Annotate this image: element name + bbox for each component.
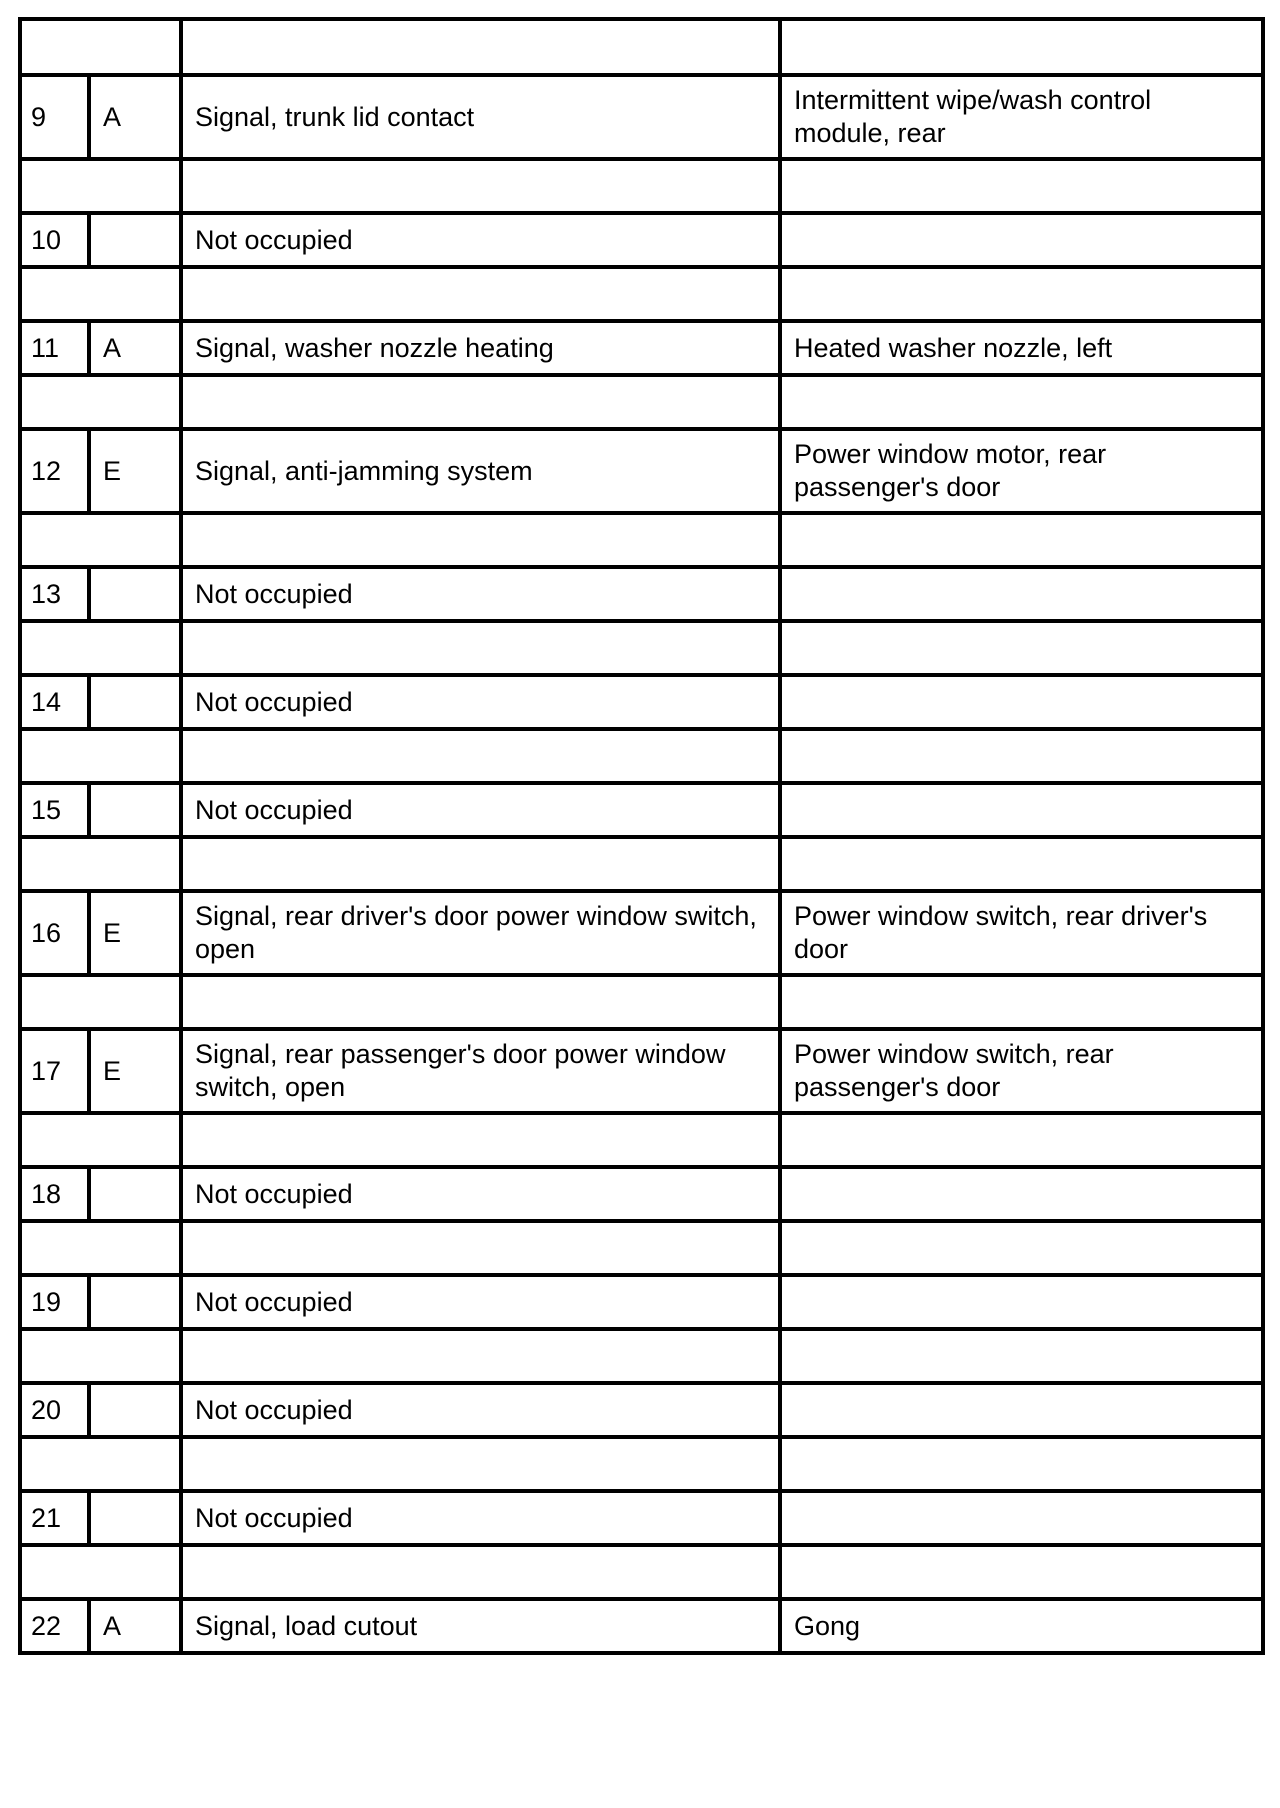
pin-number: 14 bbox=[20, 675, 89, 729]
signal-type-code bbox=[89, 567, 181, 621]
pin-number: 11 bbox=[20, 321, 89, 375]
signal-type-code: A bbox=[89, 75, 181, 159]
spacer-cell bbox=[780, 1437, 1263, 1491]
spacer-cell bbox=[780, 19, 1263, 75]
spacer-cell bbox=[20, 267, 181, 321]
signal-type-code: E bbox=[89, 891, 181, 975]
connected-component bbox=[780, 1275, 1263, 1329]
connected-component bbox=[780, 675, 1263, 729]
table-row bbox=[20, 429, 1263, 513]
pin-number: 21 bbox=[20, 1491, 89, 1545]
connected-component bbox=[780, 783, 1263, 837]
signal-description: Not occupied bbox=[181, 675, 780, 729]
signal-description: Not occupied bbox=[181, 1491, 780, 1545]
spacer-cell bbox=[20, 621, 181, 675]
pin-number: 15 bbox=[20, 783, 89, 837]
spacer-cell bbox=[181, 1113, 780, 1167]
signal-type-code: A bbox=[89, 1599, 181, 1653]
table-row bbox=[20, 1491, 1263, 1545]
spacer-cell bbox=[181, 1437, 780, 1491]
spacer-cell bbox=[780, 1113, 1263, 1167]
spacer-cell bbox=[181, 1221, 780, 1275]
signal-type-code bbox=[89, 1275, 181, 1329]
spacer-cell bbox=[20, 1437, 181, 1491]
spacer-cell bbox=[181, 375, 780, 429]
signal-description: Signal, rear passenger's door power window switch, open bbox=[181, 1029, 780, 1113]
signal-description: Not occupied bbox=[181, 567, 780, 621]
connected-component bbox=[780, 567, 1263, 621]
connected-component bbox=[780, 1491, 1263, 1545]
spacer-row bbox=[20, 975, 1263, 1029]
signal-description: Not occupied bbox=[181, 1383, 780, 1437]
pin-number: 12 bbox=[20, 429, 89, 513]
spacer-cell bbox=[780, 621, 1263, 675]
spacer-cell bbox=[20, 1221, 181, 1275]
spacer-row bbox=[20, 1329, 1263, 1383]
pin-number: 18 bbox=[20, 1167, 89, 1221]
spacer-cell bbox=[780, 1221, 1263, 1275]
spacer-cell bbox=[181, 729, 780, 783]
signal-type-code: A bbox=[89, 321, 181, 375]
connected-component: Intermittent wipe/wash control module, rear bbox=[780, 75, 1263, 159]
signal-description: Not occupied bbox=[181, 1167, 780, 1221]
spacer-cell bbox=[20, 159, 181, 213]
table-row bbox=[20, 213, 1263, 267]
spacer-cell bbox=[181, 621, 780, 675]
pin-number: 10 bbox=[20, 213, 89, 267]
spacer-cell bbox=[181, 975, 780, 1029]
spacer-cell bbox=[780, 1329, 1263, 1383]
spacer-cell bbox=[181, 837, 780, 891]
table-row bbox=[20, 1383, 1263, 1437]
table-row bbox=[20, 1275, 1263, 1329]
table-row bbox=[20, 675, 1263, 729]
spacer-cell bbox=[181, 159, 780, 213]
signal-description: Not occupied bbox=[181, 213, 780, 267]
spacer-cell bbox=[780, 375, 1263, 429]
spacer-cell bbox=[20, 1329, 181, 1383]
table-row bbox=[20, 567, 1263, 621]
spacer-cell bbox=[20, 729, 181, 783]
signal-description: Signal, trunk lid contact bbox=[181, 75, 780, 159]
connected-component: Power window switch, rear driver's door bbox=[780, 891, 1263, 975]
table-row bbox=[20, 891, 1263, 975]
table-row bbox=[20, 783, 1263, 837]
spacer-row bbox=[20, 837, 1263, 891]
table-row bbox=[20, 1029, 1263, 1113]
pin-number: 9 bbox=[20, 75, 89, 159]
signal-description: Not occupied bbox=[181, 783, 780, 837]
spacer-cell bbox=[20, 837, 181, 891]
spacer-cell bbox=[780, 267, 1263, 321]
connected-component: Power window motor, rear passenger's door bbox=[780, 429, 1263, 513]
spacer-cell bbox=[780, 1545, 1263, 1599]
connected-component bbox=[780, 1383, 1263, 1437]
pin-number: 16 bbox=[20, 891, 89, 975]
spacer-row bbox=[20, 729, 1263, 783]
signal-type-code: E bbox=[89, 1029, 181, 1113]
connected-component bbox=[780, 213, 1263, 267]
signal-type-code bbox=[89, 783, 181, 837]
spacer-cell bbox=[780, 975, 1263, 1029]
spacer-cell bbox=[181, 1545, 780, 1599]
spacer-row bbox=[20, 19, 1263, 75]
pin-number: 22 bbox=[20, 1599, 89, 1653]
signal-description: Signal, rear driver's door power window switch, open bbox=[181, 891, 780, 975]
spacer-cell bbox=[181, 513, 780, 567]
table-row bbox=[20, 1167, 1263, 1221]
pin-number: 19 bbox=[20, 1275, 89, 1329]
spacer-cell bbox=[181, 1329, 780, 1383]
spacer-cell bbox=[181, 267, 780, 321]
spacer-cell bbox=[20, 975, 181, 1029]
signal-type-code bbox=[89, 1167, 181, 1221]
spacer-row bbox=[20, 267, 1263, 321]
spacer-cell bbox=[20, 19, 181, 75]
spacer-cell bbox=[780, 513, 1263, 567]
spacer-row bbox=[20, 1437, 1263, 1491]
spacer-cell bbox=[20, 375, 181, 429]
signal-type-code bbox=[89, 213, 181, 267]
spacer-cell bbox=[20, 513, 181, 567]
spacer-cell bbox=[181, 19, 780, 75]
pin-number: 13 bbox=[20, 567, 89, 621]
table-row bbox=[20, 1599, 1263, 1653]
pin-assignment-table bbox=[18, 17, 1265, 1655]
signal-type-code bbox=[89, 1383, 181, 1437]
signal-type-code bbox=[89, 675, 181, 729]
pin-number: 17 bbox=[20, 1029, 89, 1113]
spacer-row bbox=[20, 1545, 1263, 1599]
spacer-cell bbox=[20, 1113, 181, 1167]
spacer-cell bbox=[20, 1545, 181, 1599]
spacer-row bbox=[20, 513, 1263, 567]
signal-description: Signal, load cutout bbox=[181, 1599, 780, 1653]
signal-type-code bbox=[89, 1491, 181, 1545]
table-row bbox=[20, 321, 1263, 375]
signal-description: Signal, washer nozzle heating bbox=[181, 321, 780, 375]
spacer-row bbox=[20, 1221, 1263, 1275]
spacer-cell bbox=[780, 837, 1263, 891]
table-body bbox=[20, 19, 1263, 1653]
pin-number: 20 bbox=[20, 1383, 89, 1437]
spacer-row bbox=[20, 159, 1263, 213]
signal-type-code: E bbox=[89, 429, 181, 513]
spacer-row bbox=[20, 621, 1263, 675]
signal-description: Signal, anti-jamming system bbox=[181, 429, 780, 513]
connected-component bbox=[780, 1167, 1263, 1221]
spacer-row bbox=[20, 1113, 1263, 1167]
signal-description: Not occupied bbox=[181, 1275, 780, 1329]
connected-component: Gong bbox=[780, 1599, 1263, 1653]
connected-component: Heated washer nozzle, left bbox=[780, 321, 1263, 375]
spacer-cell bbox=[780, 159, 1263, 213]
spacer-cell bbox=[780, 729, 1263, 783]
table-row bbox=[20, 75, 1263, 159]
spacer-row bbox=[20, 375, 1263, 429]
connected-component: Power window switch, rear passenger's door bbox=[780, 1029, 1263, 1113]
